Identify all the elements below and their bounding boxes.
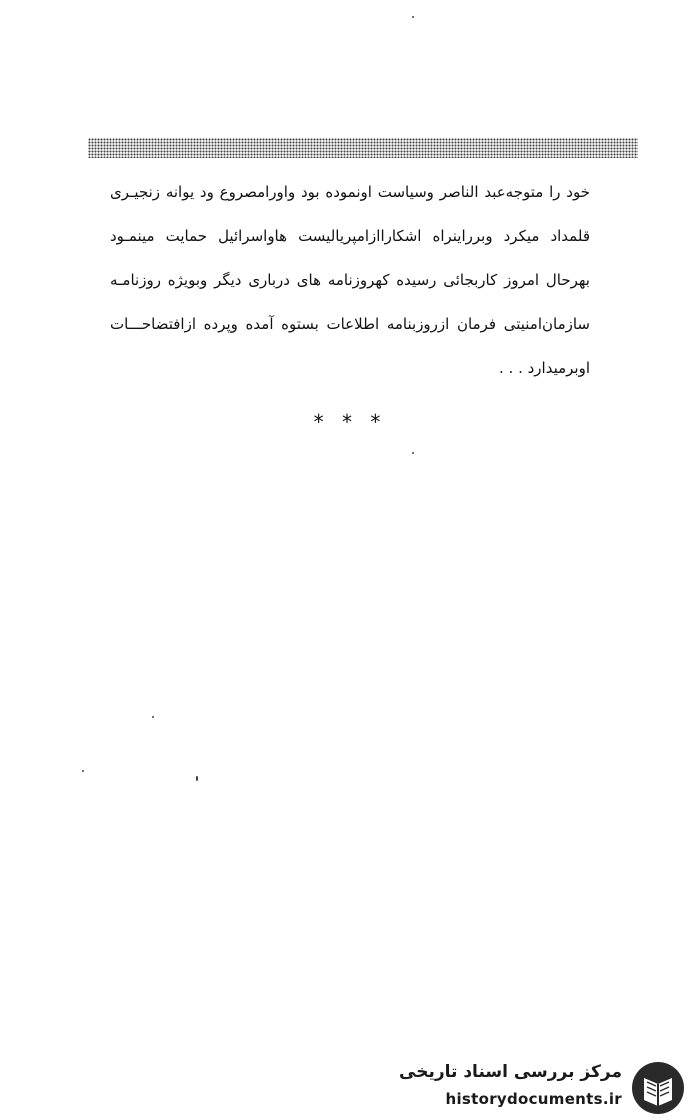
scan-speck	[412, 452, 414, 454]
document-line: خود را متوجه‌عبد الناصر وسیاست اونموده بود واورامصروع ود یوانه زنجیـری	[110, 183, 590, 201]
scan-speck	[82, 770, 84, 772]
document-body	[110, 170, 590, 390]
dotted-header-band	[88, 138, 638, 158]
section-separator: * * *	[313, 410, 387, 434]
document-line: بهرحال امروز کاربجائی رسیده کهروزنامه های درباری دیگر وبویژه روزنامـه	[110, 271, 590, 289]
scan-speck	[412, 16, 414, 18]
document-line: اوبرمیدارد . . .	[499, 359, 590, 377]
document-line: سازمان‌امنیتی فرمان ازروزبنامه اطلاعات بستوه آمده وپرده ازافتضاحـــات	[110, 315, 590, 333]
document-line: قلمداد میکرد وبرراینراه اشکاراازامپریالیست هاواسرائیل حمایت مینمـود	[110, 227, 590, 245]
archive-watermark	[396, 1056, 686, 1116]
watermark-title: مرکز بررسی اسناد تاریخی	[399, 1062, 622, 1082]
scan-speck	[152, 716, 154, 718]
watermark-url: historydocuments.ir	[445, 1090, 622, 1108]
scan-speck	[196, 776, 198, 781]
book-logo-icon	[630, 1060, 686, 1116]
